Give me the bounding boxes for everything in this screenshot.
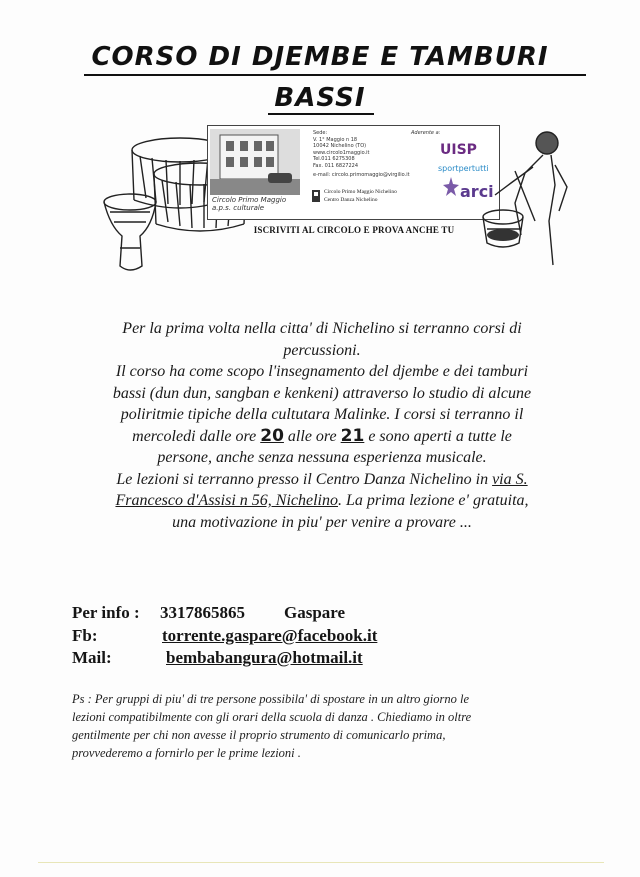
ps-line-4: provvederemo a fornirlo per le prime lezioni .	[72, 746, 301, 760]
schedule-to: alle ore	[283, 427, 341, 445]
ps-line-1: Ps : Per gruppi di piu' di tre persone possibila' di spostare in un altro giorno le	[72, 692, 470, 706]
body-line-9	[62, 490, 582, 512]
facebook-link[interactable]: torrente.gaspare@facebook.it	[162, 626, 378, 645]
title-underline-1	[84, 74, 586, 76]
email-link[interactable]: bembabangura@hotmail.it	[166, 648, 363, 667]
facebook-label: Fb:	[72, 626, 98, 645]
arci-logo: arci	[460, 182, 494, 201]
contact-name: Gaspare	[284, 603, 346, 622]
body-line-1: Per la prima volta nella citta' di Nichelino si terranno corsi di	[122, 320, 522, 337]
body-line-5: poliritmie tipiche della cultutara Malinke. I corsi si terranno il	[120, 406, 524, 423]
phone-label: Per info :	[72, 603, 140, 622]
postscript	[72, 690, 572, 762]
join-slogan: ISCRIVITI AL CIRCOLO E PROVA ANCHE TU	[253, 225, 455, 235]
free-lesson-note: . La prima lezione e' gratuita,	[337, 492, 529, 509]
mail-label: Mail:	[72, 648, 112, 667]
body-line-8	[62, 469, 582, 491]
phone-number[interactable]: 3317865865	[160, 603, 245, 622]
adherent-label: Aderente a:	[411, 130, 441, 136]
end-hour: 21	[340, 425, 365, 446]
body-line-2: percussioni.	[283, 341, 361, 359]
association-email: e-mail: circolo.primomaggio@virgilio.it	[313, 172, 410, 178]
association-name-1: Circolo Primo Maggio Nichelino	[324, 189, 397, 195]
association-names	[324, 188, 444, 204]
body-line-6	[62, 426, 582, 448]
association-logo-icon	[311, 189, 321, 203]
body-line-4: bassi (dun dun, sangban e kenkeni) attraverso lo studio di alcune	[112, 384, 532, 402]
arci-star-icon	[442, 176, 460, 198]
ps-line-2: lezioni compatibilmente con gli orari della scuola di danza . Chiediamo in oltre	[72, 710, 472, 724]
body-line-10: una motivazione in piu' per venire a provare ...	[172, 513, 472, 531]
address-part-1: via S.	[492, 470, 528, 488]
uisp-logo: UISP	[440, 142, 477, 158]
address-part-2: Francesco d'Assisi n 56, Nichelino	[115, 492, 338, 509]
title-line-2: BASSI	[274, 83, 366, 113]
title-line-1: CORSO DI DJEMBE E TAMBURI	[91, 42, 549, 72]
uisp-tagline: sportpertutti	[438, 164, 489, 173]
association-name-2: Centro Danza Nichelino	[324, 197, 378, 203]
title-underline-2	[268, 113, 374, 115]
body-line-7: persone, anche senza nessuna esperienza musicale.	[157, 449, 487, 466]
drummer-illustration	[475, 125, 575, 275]
photo-caption: Circolo Primo Maggio a.p.s. culturale	[212, 196, 287, 212]
body-line-3: Il corso ha come scopo l'insegnamento del djembe e dei tamburi	[115, 363, 529, 380]
start-hour: 20	[260, 425, 284, 446]
association-address: Sede: V. 1° Maggio n 18 10042 Nichelino (TO) www.circolo1maggio.it Tel.011 6275308 Fax. 011 6827224	[313, 130, 370, 169]
location-intro: Le lezioni si terranno presso il Centro Danza Nichelino in	[116, 470, 493, 488]
bottom-rule	[38, 862, 604, 863]
schedule-day: mercoledi dalle ore	[132, 427, 261, 445]
building-photo	[210, 129, 300, 195]
header-info-box	[207, 125, 500, 220]
course-description	[62, 318, 582, 533]
ps-line-3: gentilmente per chi non avesse il proprio strumento di comunicarlo prima,	[72, 728, 446, 742]
schedule-rest: e sono aperti a tutte le	[364, 427, 512, 445]
